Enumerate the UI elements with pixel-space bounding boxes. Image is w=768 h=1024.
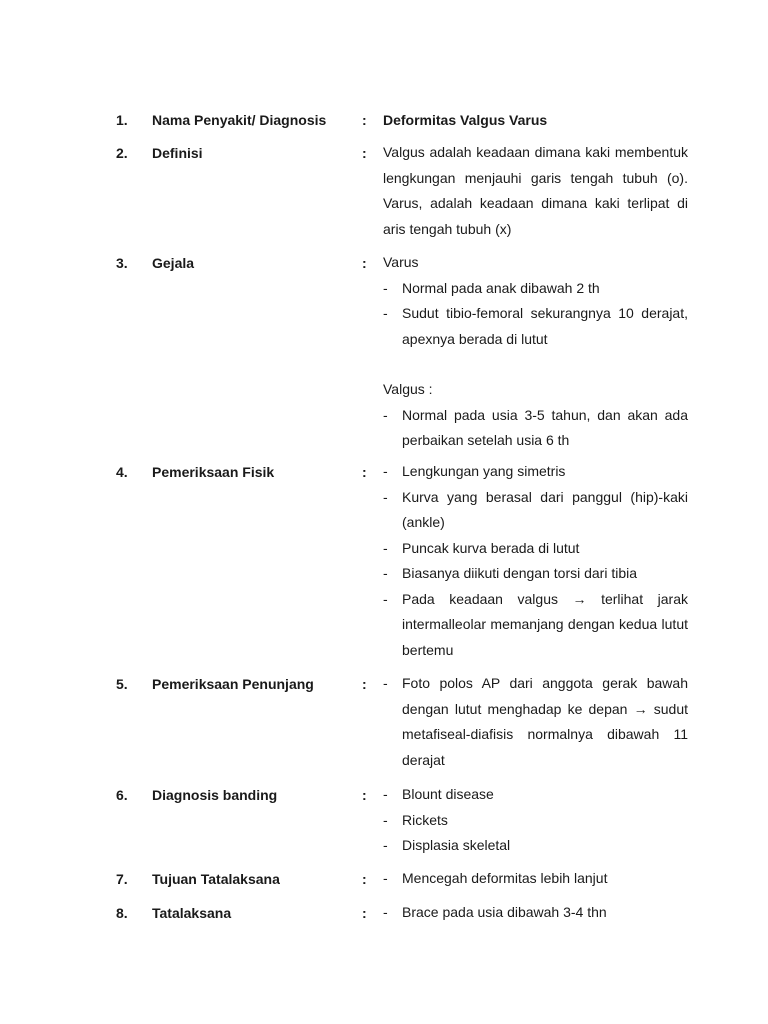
item-separator: :	[362, 464, 367, 480]
list-item	[383, 671, 688, 773]
list-item	[383, 403, 688, 454]
item-separator: :	[362, 145, 367, 161]
item-number: 4.	[116, 464, 128, 480]
list-item-text: Displasia skeletal	[402, 837, 511, 853]
dash-marker: -	[383, 590, 388, 607]
item-content	[383, 786, 688, 863]
item-label: Diagnosis banding	[152, 787, 278, 803]
item-label: Tatalaksana	[152, 905, 232, 921]
item-number: 5.	[116, 676, 128, 692]
dash-marker: -	[383, 565, 388, 581]
item-separator: :	[362, 255, 367, 271]
list-item	[383, 866, 688, 892]
item-label: Gejala	[152, 255, 195, 271]
item-content	[383, 144, 688, 246]
item-separator: :	[362, 676, 367, 692]
item-separator: :	[362, 871, 367, 887]
list-item	[383, 459, 688, 485]
list-item-text: Biasanya diikuti dengan torsi dari tibia	[402, 565, 638, 581]
item-label: Pemeriksaan Fisik	[152, 464, 275, 480]
bullet-list	[383, 782, 688, 859]
list-item-text: Normal pada anak dibawah 2 th	[402, 279, 600, 296]
item-label: Definisi	[152, 145, 203, 161]
definition-text: Valgus adalah keadaan dimana kaki membentuk lengkungan menjauhi garis tengah tubuh (o). Varus, adalah keadaan dimana kaki terlipat di aris tengah tubuh (x)	[383, 144, 688, 237]
item-number: 2.	[116, 145, 128, 161]
dash-marker: -	[383, 786, 388, 802]
item-label: Nama Penyakit/ Diagnosis	[152, 112, 327, 128]
item-content	[383, 904, 688, 930]
list-item-text: Blount disease	[402, 786, 494, 802]
list-item	[383, 782, 688, 808]
bullet-list	[383, 671, 688, 773]
bullet-list	[383, 459, 688, 663]
item-separator: :	[362, 112, 367, 128]
list-item	[383, 561, 688, 587]
list-item	[383, 900, 688, 926]
item-separator: :	[362, 905, 367, 921]
item-number: 8.	[116, 905, 128, 921]
dash-marker: -	[383, 837, 388, 853]
item-content	[383, 870, 688, 896]
list-item-text: Rickets	[402, 811, 448, 828]
dash-marker: -	[383, 675, 388, 691]
list-item-text: Mencegah deformitas lebih lanjut	[402, 870, 608, 886]
list-item	[383, 587, 688, 664]
list-item	[383, 536, 688, 562]
item-number: 6.	[116, 787, 128, 803]
list-item-text: Foto polos AP dari anggota gerak bawah dengan lutut menghadap ke depan → sudut metafiseal-diafisis normalnya dibawah 11 derajat	[402, 675, 688, 768]
list-item	[383, 833, 688, 859]
bullet-list	[383, 866, 688, 892]
diagnosis-title: Deformitas Valgus Varus	[383, 112, 548, 128]
dash-marker: -	[383, 305, 388, 321]
dash-marker: -	[383, 488, 388, 505]
list-item	[383, 301, 688, 352]
list-item-text: Brace pada usia dibawah 3-4 thn	[402, 904, 607, 920]
list-item	[383, 808, 688, 834]
list-item-text: Puncak kurva berada di lutut	[402, 539, 580, 556]
item-separator: :	[362, 787, 367, 803]
item-number: 7.	[116, 871, 128, 887]
list-item-text: Pada keadaan valgus → terlihat jarak intermalleolar memanjang dengan kedua lutut bertemu	[402, 590, 688, 658]
item-number: 1.	[116, 112, 128, 128]
dash-marker: -	[383, 870, 388, 886]
dash-marker: -	[383, 539, 388, 556]
item-content	[383, 675, 688, 777]
group-heading-varus: Varus	[383, 254, 419, 270]
list-item-text: Lengkungan yang simetris	[402, 463, 566, 479]
dash-marker: -	[383, 904, 388, 920]
bullet-list	[383, 900, 688, 926]
list-item	[383, 485, 688, 536]
item-label: Tujuan Tatalaksana	[152, 871, 280, 887]
list-item-text: Normal pada usia 3-5 tahun, dan akan ada perbaikan setelah usia 6 th	[402, 406, 688, 448]
dash-marker: -	[383, 463, 388, 479]
dash-marker: -	[383, 406, 388, 423]
dash-marker: -	[383, 811, 388, 828]
list-item-text: Sudut tibio-femoral sekurangnya 10 derajat, apexnya berada di lutut	[402, 305, 688, 347]
list-item	[383, 276, 688, 302]
list-item-text: Kurva yang berasal dari panggul (hip)-kaki (ankle)	[402, 488, 688, 530]
dash-marker: -	[383, 279, 388, 296]
item-content	[383, 254, 688, 458]
item-content	[383, 111, 688, 129]
item-number: 3.	[116, 255, 128, 271]
item-label: Pemeriksaan Penunjang	[152, 676, 314, 692]
item-content	[383, 463, 688, 667]
group-heading-valgus: Valgus :	[383, 381, 433, 397]
bullet-list	[383, 276, 688, 353]
bullet-list	[383, 403, 688, 454]
